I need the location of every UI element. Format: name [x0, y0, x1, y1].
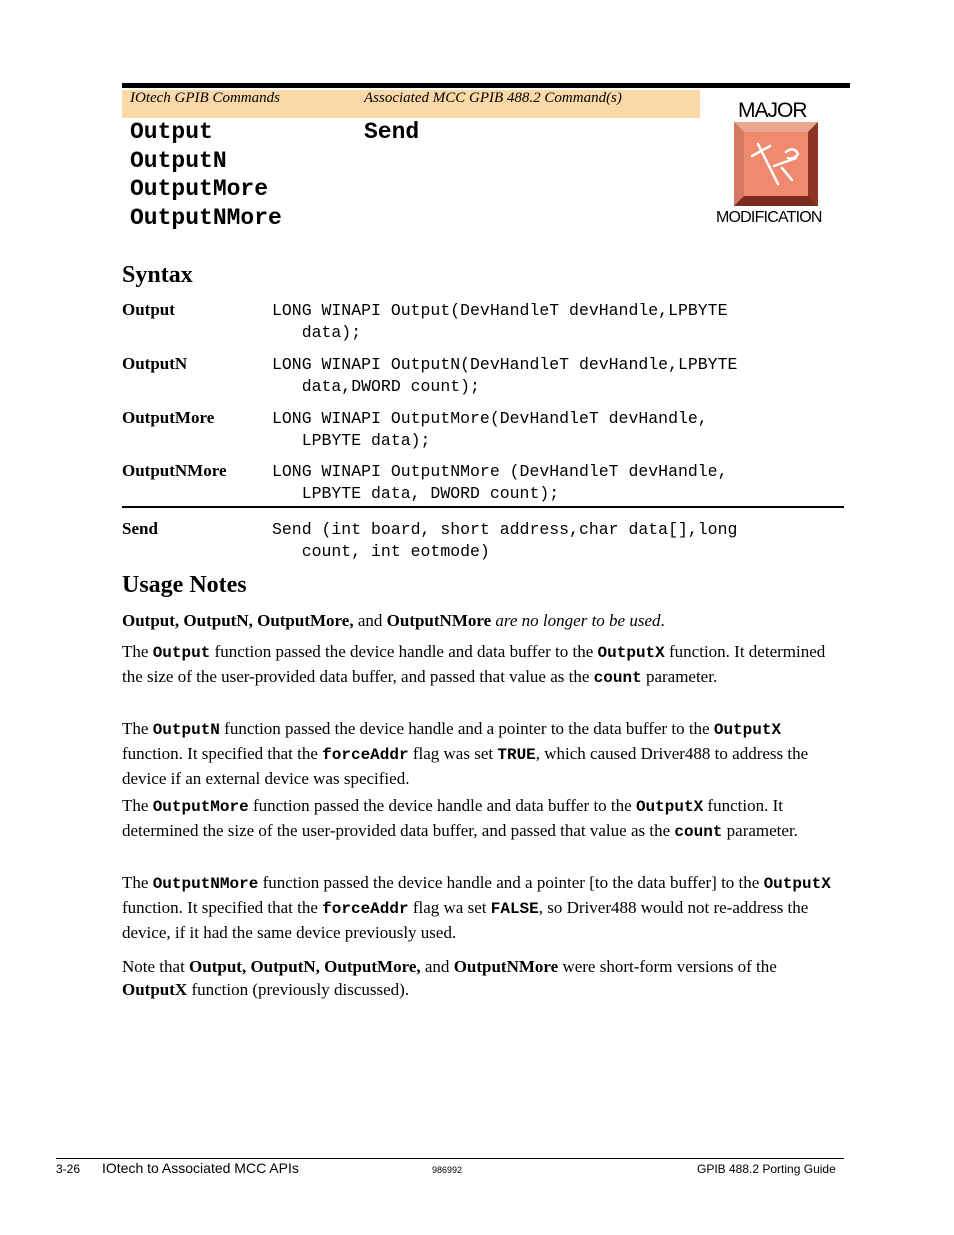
syntax-code-outputnmore: LONG WINAPI OutputNMore (DevHandleT devHandle, LPBYTE data, DWORD count); [272, 462, 728, 503]
command-outputn: OutputN [130, 147, 227, 174]
command-outputmore: OutputMore [130, 176, 269, 202]
mcc-command-send: Send [364, 119, 420, 145]
header-iotech-label: IOtech GPIB Commands [130, 90, 280, 106]
syntax-label-output: Output [122, 300, 175, 319]
syntax-label-send: Send [122, 519, 158, 538]
syntax-code-output: LONG WINAPI Output(DevHandleT devHandle,LPBYTE data); [272, 301, 728, 342]
footer-rule [56, 1158, 844, 1159]
usage-paragraph-5: The OutputNMore function passed the device handle and a pointer [to the data buffer] to the OutputX function. It specified that the forceAddr flag wa set FALSE, so Driver488 would not re-address the device, if it had the same device previously used. [122, 873, 831, 942]
usage-paragraph-2: The Output function passed the device handle and data buffer to the OutputX function. It determined the size of the user-provided data buffer, and passed that value as the count parameter. [122, 642, 826, 687]
usage-notes-heading: Usage Notes [122, 572, 247, 598]
footer-title: GPIB 488.2 Porting Guide [697, 1162, 836, 1176]
usage-paragraph-4: The OutputMore function passed the device handle and data buffer to the OutputX function. It determined the size of the user-provided data buffer, and passed that value as the count parameter. [122, 796, 798, 841]
wrench-icon [734, 122, 818, 206]
syntax-label-outputmore: OutputMore [122, 408, 215, 427]
major-modification-badge [708, 96, 844, 232]
usage-paragraph-3: The OutputN function passed the device handle and a pointer to the data buffer to the OutputX function. It specified that the forceAddr flag was set TRUE, which caused Driver488 to address the device if an external device was specified. [122, 719, 809, 788]
syntax-label-outputnmore: OutputNMore [122, 461, 227, 480]
footer-section: IOtech to Associated MCC APIs [102, 1160, 299, 1176]
header-top-rule [122, 83, 850, 88]
badge-top-text: MAJOR [738, 99, 807, 122]
syntax-code-outputn: LONG WINAPI OutputN(DevHandleT devHandle,LPBYTE data,DWORD count); [272, 355, 738, 396]
header-mcc-label: Associated MCC GPIB 488.2 Command(s) [364, 90, 622, 106]
usage-paragraph-6: Note that Output, OutputN, OutputMore, and OutputNMore were short-form versions of the OutputX function (previously discussed). [122, 957, 777, 999]
syntax-code-send: Send (int board, short address,char data[],long count, int eotmode) [272, 520, 738, 561]
usage-paragraph-1: Output, OutputN, OutputMore, and OutputNMore are no longer to be used. [122, 611, 665, 630]
syntax-divider [122, 506, 844, 508]
syntax-code-outputmore: LONG WINAPI OutputMore(DevHandleT devHandle, LPBYTE data); [272, 409, 708, 450]
syntax-label-outputn: OutputN [122, 354, 188, 373]
badge-bottom-text: MODIFICATION [716, 209, 822, 226]
footer-page-number: 3-26 [56, 1162, 81, 1176]
iotech-command-list [130, 118, 282, 232]
syntax-heading: Syntax [122, 262, 193, 288]
command-output: Output [130, 119, 213, 145]
footer-doc-number: 986992 [432, 1165, 463, 1175]
command-outputnmore: OutputNMore [130, 204, 282, 231]
